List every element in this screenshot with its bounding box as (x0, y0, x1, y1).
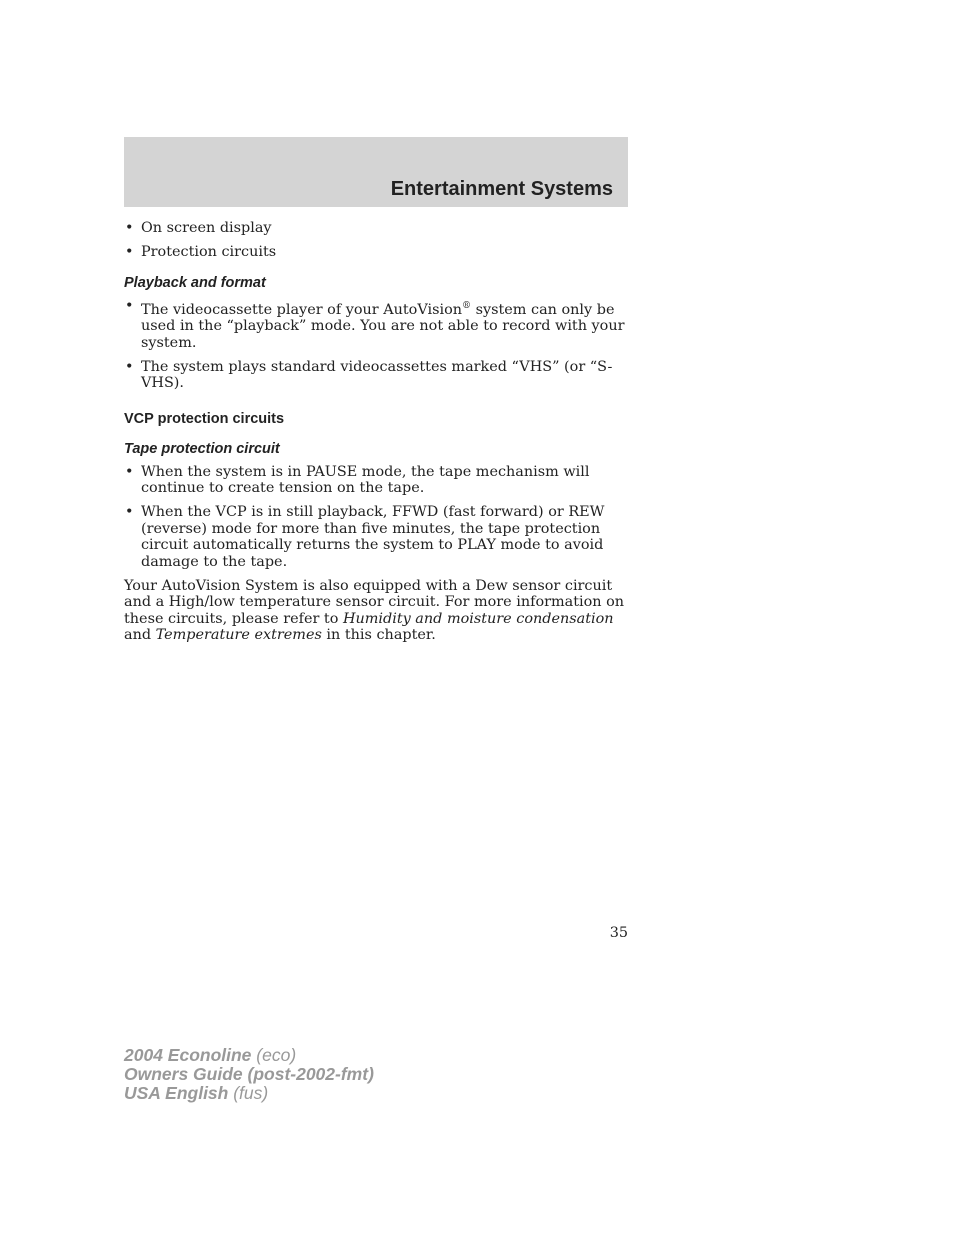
tape-heading: Tape protection circuit (124, 441, 280, 458)
bullet-icon: • (125, 298, 134, 314)
page-number: 35 (609, 925, 628, 941)
bullet-icon: • (125, 504, 134, 521)
intro-bullet-list (124, 220, 628, 261)
humidity-reference: Humidity and moisture condensation (342, 610, 614, 627)
footer-line-1: 2004 Econoline (eco) (124, 1045, 297, 1065)
section-title: Entertainment Systems (390, 178, 613, 200)
registered-mark: ® (462, 301, 472, 311)
list-item: • Protection circuits (125, 244, 277, 260)
list-item: • The system plays standard videocassettes marked “VHS” (or “S-VHS). (125, 358, 613, 392)
vcp-heading: VCP protection circuits (124, 410, 285, 427)
list-item: • On screen display (125, 220, 272, 236)
section-header-band (124, 137, 628, 207)
closing-paragraph: Your AutoVision System is also equipped with a Dew sensor circuit and a High/low temperature sensor circuit. For more information on these circuits, please refer to Humidity and moisture condensation and Temperature extremes in this chapter. (124, 577, 625, 644)
playback-bullet-list (124, 298, 628, 392)
tape-bullet-list (124, 464, 628, 571)
temperature-reference: Temperature extremes (155, 627, 322, 644)
bullet-icon: • (125, 244, 134, 260)
list-item: • The videocassette player of your AutoVision® system can only be used in the “playback” mode. You are not able to record with your system. (125, 298, 625, 351)
list-item: • When the VCP is in still playback, FFWD (fast forward) or REW (reverse) mode for more than five minutes, the tape protection circuit automatically returns the system to PLAY mode to avoid damage to the tape. (125, 504, 605, 570)
bullet-icon: • (125, 220, 134, 236)
list-item: • When the system is in PAUSE mode, the tape mechanism will continue to create tension on the tape. (125, 463, 590, 497)
playback-heading: Playback and format (124, 274, 266, 291)
footer-line-2: Owners Guide (post-2002-fmt) (124, 1064, 374, 1084)
footer-doc-info (124, 1046, 374, 1103)
bullet-icon: • (125, 463, 134, 480)
bullet-icon: • (125, 358, 134, 375)
page-content (124, 220, 628, 644)
footer-line-3: USA English (fus) (124, 1083, 269, 1103)
